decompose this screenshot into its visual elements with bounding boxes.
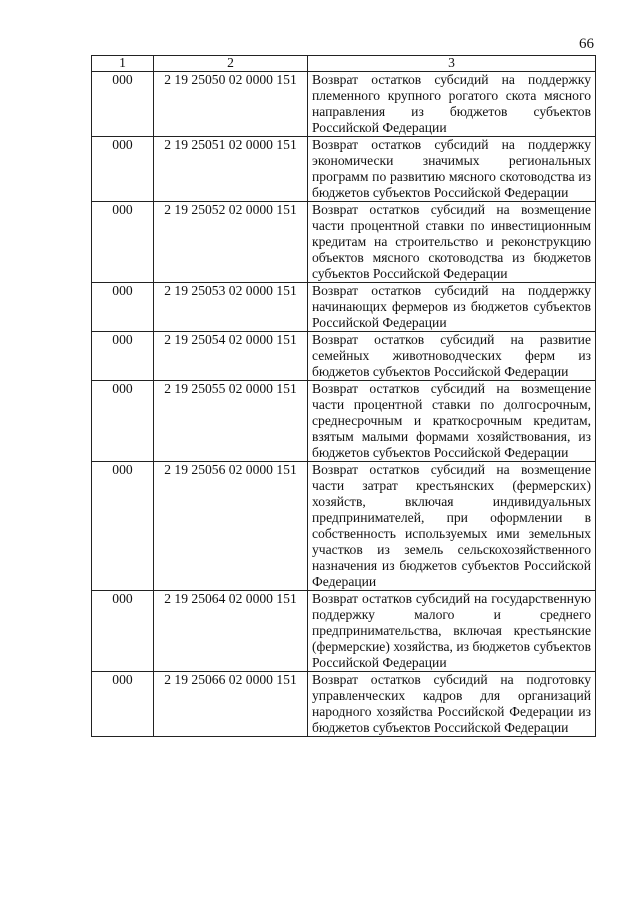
- column-header-3: 3: [308, 56, 596, 72]
- table-row: [92, 672, 596, 737]
- table-row: [92, 283, 596, 332]
- admin-code-cell: 000: [92, 332, 154, 381]
- admin-code-cell: 000: [92, 462, 154, 591]
- kbk-code-cell: 2 19 25066 02 0000 151: [154, 672, 308, 737]
- description-cell: Возврат остатков субсидий на возмещение части процентной ставки по инвестиционным кредитам на строительство и реконструкцию объектов мясного скотоводства из бюджетов субъектов Российской Федерации: [308, 202, 596, 283]
- admin-code-cell: 000: [92, 672, 154, 737]
- description-cell: Возврат остатков субсидий на возмещение части процентной ставки по долгосрочным, среднесрочным и краткосрочным кредитам, взятым малыми формами хозяйствования, из бюджетов субъектов Российской Федерации: [308, 381, 596, 462]
- description-cell: Возврат остатков субсидий на подготовку управленческих кадров для организаций народного хозяйства Российской Федерации из бюджетов субъектов Российской Федерации: [308, 672, 596, 737]
- page-number: 66: [579, 36, 594, 52]
- column-header-2: 2: [154, 56, 308, 72]
- description-cell: Возврат остатков субсидий на поддержку экономически значимых региональных программ по развитию мясного скотоводства из бюджетов субъектов Российской Федерации: [308, 137, 596, 202]
- table-row: [92, 381, 596, 462]
- kbk-code-cell: 2 19 25050 02 0000 151: [154, 72, 308, 137]
- kbk-code-cell: 2 19 25053 02 0000 151: [154, 283, 308, 332]
- table-row: [92, 202, 596, 283]
- budget-classification-table: [91, 55, 596, 737]
- admin-code-cell: 000: [92, 202, 154, 283]
- description-cell: Возврат остатков субсидий на поддержку начинающих фермеров из бюджетов субъектов Российской Федерации: [308, 283, 596, 332]
- kbk-code-cell: 2 19 25052 02 0000 151: [154, 202, 308, 283]
- table-row: [92, 462, 596, 591]
- kbk-code-cell: 2 19 25051 02 0000 151: [154, 137, 308, 202]
- admin-code-cell: 000: [92, 137, 154, 202]
- admin-code-cell: 000: [92, 381, 154, 462]
- kbk-code-cell: 2 19 25055 02 0000 151: [154, 381, 308, 462]
- kbk-code-cell: 2 19 25064 02 0000 151: [154, 591, 308, 672]
- table-header-row: [92, 56, 596, 72]
- description-cell: Возврат остатков субсидий на поддержку племенного крупного рогатого скота мясного направления из бюджетов субъектов Российской Федерации: [308, 72, 596, 137]
- table-row: [92, 332, 596, 381]
- table-row: [92, 72, 596, 137]
- admin-code-cell: 000: [92, 72, 154, 137]
- admin-code-cell: 000: [92, 283, 154, 332]
- description-cell: Возврат остатков субсидий на развитие семейных животноводческих ферм из бюджетов субъектов Российской Федерации: [308, 332, 596, 381]
- description-cell: Возврат остатков субсидий на возмещение части затрат крестьянских (фермерских) хозяйств, включая индивидуальных предпринимателей, при оформлении в собственность используемых ими земельных участков из земель сельскохозяйственного назначения из бюджетов субъектов Российской Федерации: [308, 462, 596, 591]
- admin-code-cell: 000: [92, 591, 154, 672]
- description-cell: Возврат остатков субсидий на государственную поддержку малого и среднего предпринимательства, включая крестьянские (фермерские) хозяйства, из бюджетов субъектов Российской Федерации: [308, 591, 596, 672]
- column-header-1: 1: [92, 56, 154, 72]
- kbk-code-cell: 2 19 25054 02 0000 151: [154, 332, 308, 381]
- kbk-code-cell: 2 19 25056 02 0000 151: [154, 462, 308, 591]
- table-row: [92, 591, 596, 672]
- table-row: [92, 137, 596, 202]
